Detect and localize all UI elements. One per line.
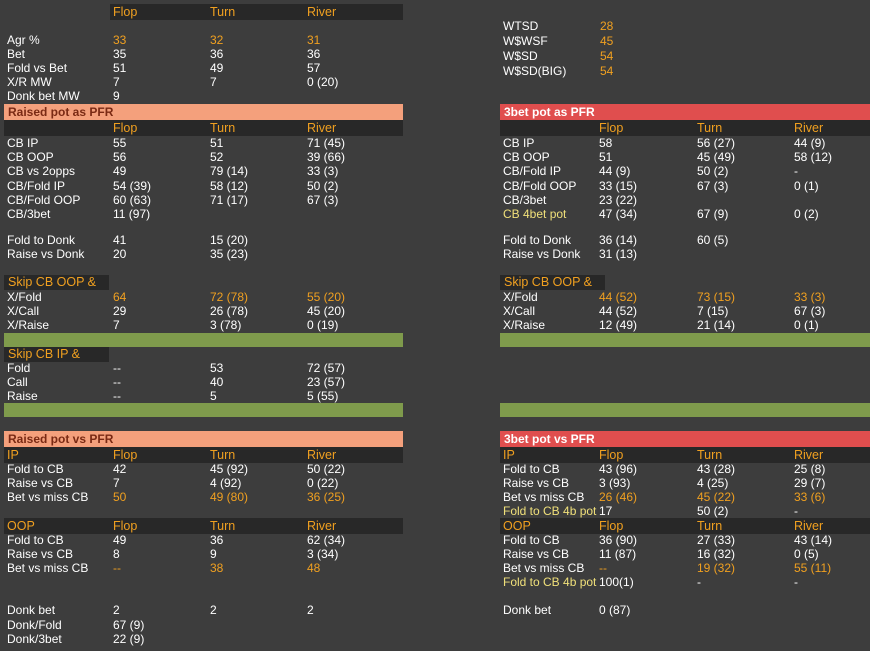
stat-value-flop[interactable]: 12 (49) xyxy=(599,318,638,332)
stat-value-river[interactable]: - xyxy=(794,504,798,518)
stat-value-turn[interactable]: 7 (15) xyxy=(697,304,729,318)
stat-value-river[interactable]: 3 (34) xyxy=(307,547,339,561)
raised-pot-as-pfr-band xyxy=(4,104,403,120)
stat-label: Call xyxy=(7,375,28,389)
stat-value-river[interactable]: 62 (34) xyxy=(307,533,346,547)
stat-value-turn[interactable]: 53 xyxy=(210,361,224,375)
stat-value-river[interactable]: 71 (45) xyxy=(307,136,346,150)
col-header-flop: Flop xyxy=(113,121,138,135)
skip-cb-oop-header xyxy=(4,275,109,290)
stat-label: X/Call xyxy=(503,304,536,318)
stat-value-flop[interactable]: 31 (13) xyxy=(599,247,638,261)
showdown-value[interactable]: 45 xyxy=(600,34,614,48)
stat-label: Fold to CB xyxy=(7,462,64,476)
three-bet-pot-as-pfr-band-title: 3bet pot as PFR xyxy=(504,105,595,119)
stat-value-flop[interactable]: 8 xyxy=(113,547,120,561)
stat-value-flop[interactable]: 58 xyxy=(599,136,613,150)
stat-value-turn[interactable]: 21 (14) xyxy=(697,318,736,332)
stat-value-turn[interactable]: 71 (17) xyxy=(210,192,249,207)
stat-value-flop[interactable]: 64 xyxy=(113,290,127,304)
stat-value-turn[interactable]: 45 (49) xyxy=(697,150,736,165)
stat-value-turn[interactable]: 58 (12) xyxy=(210,178,249,193)
stat-value-river[interactable]: 55 (20) xyxy=(307,290,346,304)
col-header-turn: Turn xyxy=(697,448,723,462)
stat-label: CB/Fold IP xyxy=(7,178,66,193)
three-vs-ip-header-title: IP xyxy=(503,448,515,462)
stat-value-flop[interactable]: 23 (22) xyxy=(599,192,638,207)
stat-label: CB/Fold IP xyxy=(503,164,562,179)
stat-value-turn[interactable]: 36 xyxy=(210,533,224,547)
stat-value-turn[interactable]: 4 (25) xyxy=(697,476,729,490)
stat-value-flop[interactable]: 26 (46) xyxy=(599,490,638,504)
col-header-flop: Flop xyxy=(599,448,624,462)
raised-vs-oop-header xyxy=(4,518,403,534)
col-header-river: River xyxy=(307,448,337,462)
stat-value-flop[interactable]: 17 xyxy=(599,504,613,518)
stat-value-flop[interactable]: 36 (90) xyxy=(599,533,638,547)
stat-label: Bet xyxy=(7,47,26,61)
stat-label: CB/3bet xyxy=(7,207,51,221)
stat-value-turn[interactable]: 19 (32) xyxy=(697,561,736,575)
stat-value-turn[interactable]: 79 (14) xyxy=(210,164,249,179)
stat-value-turn[interactable]: 5 xyxy=(210,389,217,403)
stat-value-turn[interactable]: 27 (33) xyxy=(697,533,736,547)
stat-value-river[interactable]: 50 (2) xyxy=(307,178,339,193)
stat-value-river[interactable]: 57 xyxy=(307,61,321,75)
skip-cb-ip-header xyxy=(4,347,109,362)
skip-cb-oop-header xyxy=(500,275,605,290)
stat-value-turn[interactable]: 72 (78) xyxy=(210,290,249,304)
stat-value-flop[interactable]: -- xyxy=(113,389,121,403)
stat-label: CB/Fold OOP xyxy=(7,192,81,207)
col-header-river: River xyxy=(307,519,337,533)
stat-value-flop[interactable]: 60 (63) xyxy=(113,192,152,207)
skip-cb-oop-header-title: Skip CB OOP & xyxy=(8,275,96,289)
stat-label: Fold to CB xyxy=(503,533,560,547)
stat-label: CB/3bet xyxy=(503,192,547,207)
raised-vs-ip-header-title: IP xyxy=(7,448,19,462)
three-bet-pot-as-pfr-band xyxy=(500,104,870,120)
stat-label: Raise vs Donk xyxy=(503,247,581,261)
stat-label: Fold vs Bet xyxy=(7,61,68,75)
stat-value-river[interactable]: 31 xyxy=(307,33,321,47)
stat-label: Donk/3bet xyxy=(7,632,62,646)
showdown-label: W$SD xyxy=(503,49,538,63)
stat-value-flop[interactable]: 51 xyxy=(113,61,127,75)
col-header-turn: Turn xyxy=(210,519,236,533)
stat-value-flop[interactable]: 22 (9) xyxy=(113,632,145,646)
stat-value-river[interactable]: 23 (57) xyxy=(307,375,346,389)
showdown-value[interactable]: 54 xyxy=(600,64,614,78)
stat-label: Raise vs CB xyxy=(7,547,74,561)
stat-value-flop[interactable]: 51 xyxy=(599,150,613,165)
stat-value-flop[interactable]: 43 (96) xyxy=(599,462,638,476)
stat-value-flop[interactable]: 29 xyxy=(113,304,127,318)
stat-label: Bet vs miss CB xyxy=(7,490,89,504)
green-divider xyxy=(4,403,403,417)
stat-label: Fold to Donk xyxy=(7,233,76,247)
stat-value-turn[interactable]: 36 xyxy=(210,47,224,61)
stat-label: Agr % xyxy=(7,33,40,47)
skip-cb-oop-header-title: Skip CB OOP & xyxy=(504,275,592,289)
stat-value-river[interactable]: 33 (3) xyxy=(794,290,826,304)
stat-value-flop[interactable]: 7 xyxy=(113,318,120,332)
showdown-value[interactable]: 28 xyxy=(600,19,614,33)
stat-value-turn[interactable]: 45 (22) xyxy=(697,490,736,504)
stat-value-flop[interactable]: 2 xyxy=(113,603,120,617)
stat-value-turn[interactable]: 9 xyxy=(210,547,217,561)
stat-value-river[interactable]: 0 (1) xyxy=(794,318,819,332)
stat-value-river[interactable]: 0 (1) xyxy=(794,178,819,193)
stat-value-river[interactable]: 72 (57) xyxy=(307,361,346,375)
stat-value-flop[interactable]: -- xyxy=(113,375,121,389)
green-divider xyxy=(4,333,403,347)
stat-value-flop[interactable]: 67 (9) xyxy=(113,617,145,632)
stat-value-flop[interactable]: 50 xyxy=(113,490,127,504)
stat-label: Fold to Donk xyxy=(503,233,572,247)
stat-label: Raise vs CB xyxy=(503,547,570,561)
stat-value-flop[interactable]: 11 (97) xyxy=(113,207,151,221)
stat-value-turn[interactable]: 50 (2) xyxy=(697,164,729,179)
col-header-turn: Turn xyxy=(697,121,723,135)
stat-value-turn[interactable]: 2 xyxy=(210,603,217,617)
stat-value-turn[interactable]: 3 (78) xyxy=(210,318,242,332)
stat-value-river[interactable]: 33 (3) xyxy=(307,164,339,179)
stat-value-turn[interactable]: 35 (23) xyxy=(210,247,249,261)
stat-value-turn[interactable]: - xyxy=(697,575,701,589)
stat-value-river[interactable]: 45 (20) xyxy=(307,304,346,318)
stat-value-river[interactable]: 2 xyxy=(307,603,314,617)
stat-value-flop[interactable]: 3 (93) xyxy=(599,476,631,490)
stat-value-turn[interactable]: 40 xyxy=(210,375,224,389)
stat-label: Raise vs CB xyxy=(7,476,74,490)
stat-value-flop[interactable]: 11 (87) xyxy=(599,547,637,561)
stat-value-flop[interactable]: 33 xyxy=(113,33,127,47)
col-header-turn: Turn xyxy=(210,121,236,135)
stat-label: Fold xyxy=(7,361,31,375)
stat-value-flop[interactable]: 20 xyxy=(113,247,127,261)
stat-value-turn[interactable]: 49 xyxy=(210,61,224,75)
summary-header xyxy=(110,4,403,20)
stat-value-river[interactable]: - xyxy=(794,575,798,589)
stat-value-river[interactable]: 5 (55) xyxy=(307,389,339,403)
stat-value-flop[interactable]: 49 xyxy=(113,164,127,179)
stat-label: Fold to CB xyxy=(503,462,560,476)
showdown-value[interactable]: 54 xyxy=(600,49,614,63)
stat-value-flop[interactable]: 44 (52) xyxy=(599,290,638,304)
raised-pfr-header xyxy=(4,120,403,136)
showdown-label: WTSD xyxy=(503,19,539,33)
stat-label: CB 4bet pot xyxy=(503,207,567,221)
stat-value-turn[interactable]: 49 (80) xyxy=(210,490,249,504)
stat-label: Raise xyxy=(7,389,38,403)
stat-label: Fold to CB 4b pot xyxy=(503,504,597,518)
stat-value-flop[interactable]: 100(1) xyxy=(599,575,634,589)
stat-value-river[interactable]: 58 (12) xyxy=(794,150,833,165)
col-header-river: River xyxy=(794,519,824,533)
col-header-flop: Flop xyxy=(113,448,138,462)
stat-label: X/Fold xyxy=(503,290,538,304)
stat-value-river[interactable]: 0 (22) xyxy=(307,476,339,490)
stat-value-turn[interactable]: 4 (92) xyxy=(210,476,242,490)
col-header-flop: Flop xyxy=(599,121,624,135)
stat-value-river[interactable]: 50 (22) xyxy=(307,462,346,476)
stat-value-river[interactable]: 25 (8) xyxy=(794,462,826,476)
raised-pot-vs-pfr-band-title: Raised pot vs PFR xyxy=(8,432,114,446)
stat-value-turn[interactable]: 26 (78) xyxy=(210,304,249,318)
stat-value-flop[interactable]: 36 (14) xyxy=(599,233,638,247)
stat-value-turn[interactable]: 60 (5) xyxy=(697,233,729,247)
stat-label: CB IP xyxy=(503,136,535,150)
stat-value-turn[interactable]: 7 xyxy=(210,75,217,89)
stat-value-flop[interactable]: 9 xyxy=(113,89,120,103)
raised-pot-as-pfr-band-title: Raised pot as PFR xyxy=(8,105,114,119)
stat-label: Donk/Fold xyxy=(7,617,62,632)
green-divider xyxy=(500,403,870,417)
col-header-flop: Flop xyxy=(113,5,138,19)
stat-value-river[interactable]: 0 (19) xyxy=(307,318,339,332)
stat-label: X/Call xyxy=(7,304,40,318)
stat-label: CB IP xyxy=(7,136,39,150)
stat-value-river[interactable]: 55 (11) xyxy=(794,561,832,575)
raised-vs-oop-header-title: OOP xyxy=(7,519,35,533)
stat-value-flop[interactable]: 55 xyxy=(113,136,127,150)
stat-label: CB vs 2opps xyxy=(7,164,76,179)
stat-value-turn[interactable]: 52 xyxy=(210,150,224,165)
green-divider xyxy=(500,333,870,347)
stat-value-river[interactable]: - xyxy=(794,164,798,179)
stat-label: CB/Fold OOP xyxy=(503,178,577,193)
three-vs-ip-header xyxy=(500,447,870,463)
stat-label: Bet vs miss CB xyxy=(7,561,89,575)
stat-value-flop[interactable]: 42 xyxy=(113,462,127,476)
stat-label: Bet vs miss CB xyxy=(503,561,585,575)
stat-value-river[interactable]: 44 (9) xyxy=(794,136,826,150)
stat-label: CB OOP xyxy=(7,150,54,165)
stat-label: X/Raise xyxy=(503,318,546,332)
stat-value-turn[interactable]: 67 (3) xyxy=(697,178,729,193)
stat-label: Raise vs Donk xyxy=(7,247,85,261)
stat-value-flop[interactable]: 44 (52) xyxy=(599,304,638,318)
stat-value-river[interactable]: 33 (6) xyxy=(794,490,826,504)
raised-pot-vs-pfr-band xyxy=(4,431,403,447)
stat-value-turn[interactable]: 73 (15) xyxy=(697,290,736,304)
stat-value-flop[interactable]: 7 xyxy=(113,476,120,490)
stat-value-river[interactable]: 29 (7) xyxy=(794,476,826,490)
three-bet-pot-vs-pfr-band-title: 3bet pot vs PFR xyxy=(504,432,595,446)
stat-label: Fold to CB 4b pot xyxy=(503,575,597,589)
stat-value-flop[interactable]: 49 xyxy=(113,533,127,547)
stat-value-flop[interactable]: 7 xyxy=(113,75,120,89)
stat-label: X/Fold xyxy=(7,290,42,304)
stat-value-river[interactable]: 48 xyxy=(307,561,321,575)
stat-value-turn[interactable]: 45 (92) xyxy=(210,462,249,476)
showdown-label: W$SD(BIG) xyxy=(503,64,567,78)
col-header-river: River xyxy=(307,5,337,19)
stat-value-river[interactable]: 39 (66) xyxy=(307,150,346,165)
stat-value-turn[interactable]: 16 (32) xyxy=(697,547,736,561)
stat-label: Fold to CB xyxy=(7,533,64,547)
stat-label: Bet vs miss CB xyxy=(503,490,585,504)
stat-value-turn[interactable]: 50 (2) xyxy=(697,504,729,518)
stat-value-flop[interactable]: 33 (15) xyxy=(599,178,638,193)
stat-value-flop[interactable]: 47 (34) xyxy=(599,207,638,221)
stat-value-turn[interactable]: 51 xyxy=(210,136,224,150)
stat-label: X/R MW xyxy=(7,75,52,89)
stat-value-flop[interactable]: 41 xyxy=(113,233,127,247)
stat-label: Raise vs CB xyxy=(503,476,570,490)
stat-label: CB OOP xyxy=(503,150,550,165)
stat-value-flop[interactable]: -- xyxy=(113,361,121,375)
col-header-flop: Flop xyxy=(599,519,624,533)
stat-value-turn[interactable]: 43 (28) xyxy=(697,462,736,476)
stat-value-turn[interactable]: 38 xyxy=(210,561,224,575)
stat-value-turn[interactable]: 15 (20) xyxy=(210,233,249,247)
col-header-turn: Turn xyxy=(697,519,723,533)
stat-value-river[interactable]: 0 (5) xyxy=(794,547,819,561)
stat-label: X/Raise xyxy=(7,318,50,332)
col-header-river: River xyxy=(794,448,824,462)
col-header-flop: Flop xyxy=(113,519,138,533)
col-header-turn: Turn xyxy=(210,448,236,462)
stat-value-river[interactable]: 0 (2) xyxy=(794,207,819,221)
col-header-turn: Turn xyxy=(210,5,236,19)
col-header-river: River xyxy=(307,121,337,135)
showdown-label: W$WSF xyxy=(503,34,548,48)
stat-value-flop[interactable]: 54 (39) xyxy=(113,178,152,193)
three-vs-oop-header xyxy=(500,518,870,534)
stat-value-river[interactable]: 36 xyxy=(307,47,321,61)
stat-value-flop[interactable]: 56 xyxy=(113,150,127,165)
stat-value-river[interactable]: 36 (25) xyxy=(307,490,346,504)
stat-label: Donk bet xyxy=(7,603,56,617)
stat-value-turn[interactable]: 67 (9) xyxy=(697,207,729,221)
stat-value-river[interactable]: 43 (14) xyxy=(794,533,833,547)
three-bet-pot-vs-pfr-band xyxy=(500,431,870,447)
col-header-river: River xyxy=(794,121,824,135)
stat-value-turn[interactable]: 32 xyxy=(210,33,224,47)
stat-label: Donk bet xyxy=(503,603,552,617)
raised-vs-ip-header xyxy=(4,447,403,463)
stat-value-flop[interactable]: -- xyxy=(113,561,121,575)
stat-value-river[interactable]: 67 (3) xyxy=(794,304,826,318)
three-vs-oop-header-title: OOP xyxy=(503,519,531,533)
three-pfr-header xyxy=(500,120,870,136)
stat-label: Donk bet MW xyxy=(7,89,80,103)
stat-value-river[interactable]: 0 (20) xyxy=(307,75,339,89)
stat-value-river[interactable]: 67 (3) xyxy=(307,192,339,207)
stat-value-flop[interactable]: 44 (9) xyxy=(599,164,631,179)
skip-cb-ip-header-title: Skip CB IP & xyxy=(8,347,81,361)
stat-value-turn[interactable]: 56 (27) xyxy=(697,136,736,150)
stat-value-flop[interactable]: 0 (87) xyxy=(599,603,631,617)
stat-value-flop[interactable]: 35 xyxy=(113,47,127,61)
stat-value-flop[interactable]: -- xyxy=(599,561,607,575)
